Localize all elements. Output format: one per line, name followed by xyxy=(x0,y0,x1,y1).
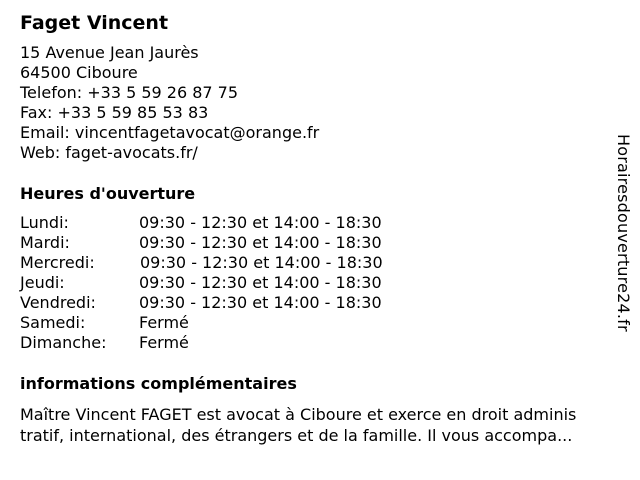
email-address[interactable]: Email: vincentfagetavocat@orange.fr xyxy=(20,123,320,142)
time-value: 09:30 - 12:30 et 14:00 - 18:30 xyxy=(139,233,382,252)
time-value: Fermé xyxy=(139,313,189,332)
time-value: 09:30 - 12:30 et 14:00 - 18:30 xyxy=(139,293,382,312)
info-line-2: tratif, international, des étrangers et de la famille. Il vous accompa... xyxy=(20,426,573,445)
time-value: 09:30 - 12:30 et 14:00 - 18:30 xyxy=(139,213,382,232)
time-value: 09:30 - 12:30 et 14:00 - 18:30 xyxy=(140,253,383,272)
address-street: 15 Avenue Jean Jaurès xyxy=(20,43,199,62)
website-link[interactable]: Web: faget-avocats.fr/ xyxy=(20,143,198,162)
phone-number[interactable]: Telefon: +33 5 59 26 87 75 xyxy=(20,83,239,102)
info-heading: informations complémentaires xyxy=(20,374,297,393)
time-value: Fermé xyxy=(139,333,189,352)
day-label: Mardi: xyxy=(20,233,70,252)
day-label: Dimanche: xyxy=(20,333,107,352)
day-label: Lundi: xyxy=(20,213,69,232)
address-city: 64500 Ciboure xyxy=(20,63,138,82)
watermark-text: Horairesdouverture24.fr xyxy=(614,134,633,332)
day-label: Jeudi: xyxy=(20,273,65,292)
day-label: Vendredi: xyxy=(20,293,96,312)
info-line-1: Maître Vincent FAGET est avocat à Ciboure et exerce en droit adminis xyxy=(20,405,577,424)
business-name: Faget Vincent xyxy=(20,12,169,34)
fax-number: Fax: +33 5 59 85 53 83 xyxy=(20,103,209,122)
hours-heading: Heures d'ouverture xyxy=(20,184,196,203)
day-label: Mercredi: xyxy=(20,253,95,272)
info-description xyxy=(20,404,624,446)
contact-block xyxy=(20,43,319,163)
time-value: 09:30 - 12:30 et 14:00 - 18:30 xyxy=(139,273,382,292)
day-label: Samedi: xyxy=(20,313,86,332)
